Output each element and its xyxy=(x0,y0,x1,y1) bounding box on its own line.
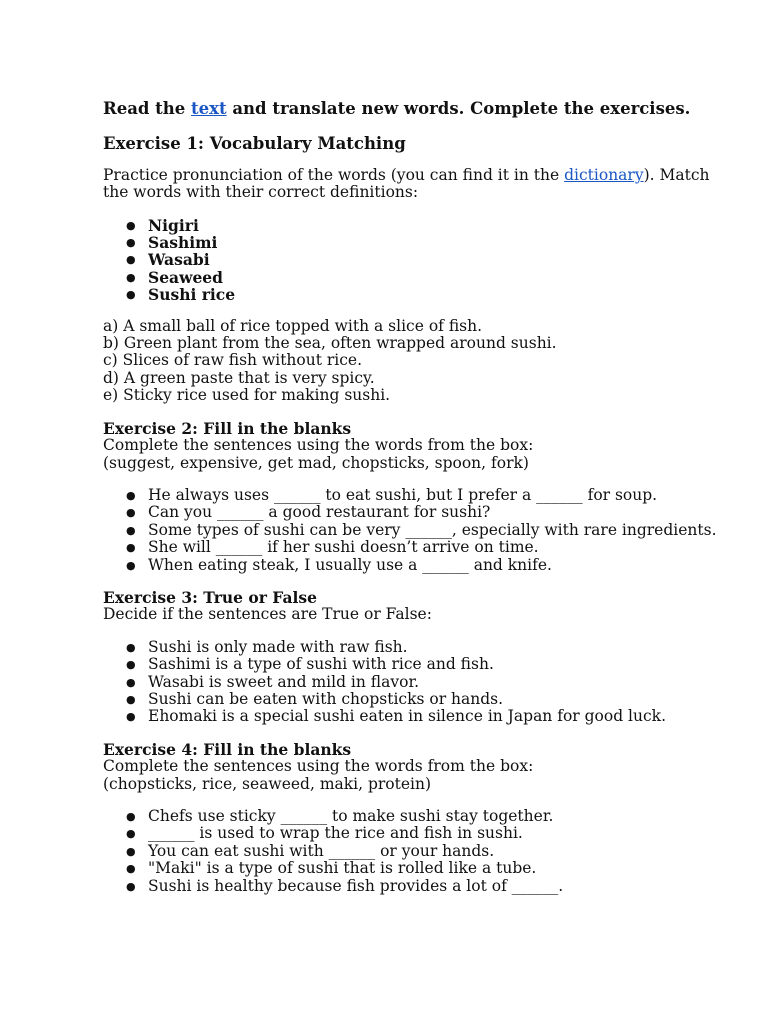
exercise2-item: ● She will ______ if her sushi doesn’t arrive on time. xyxy=(103,539,723,556)
text-link[interactable]: text xyxy=(191,99,227,118)
exercise3-instruction: Decide if the sentences are True or False: xyxy=(103,605,432,624)
exercise1-instruction-before: Practice pronunciation of the words (you can find it in the xyxy=(103,165,565,184)
exercise3-list xyxy=(103,639,723,726)
vocab-item: ● Sashimi xyxy=(103,234,723,251)
exercise2-heading: Exercise 2: Fill in the blanks xyxy=(103,418,352,438)
exercise4-item: ● You can eat sushi with ______ or your hands. xyxy=(103,843,723,860)
exercise3-item: ● Wasabi is sweet and mild in flavor. xyxy=(103,674,723,691)
exercise4-heading: Exercise 4: Fill in the blanks xyxy=(103,739,352,759)
exercise2-item: ● Can you ______ a good restaurant for sushi? xyxy=(103,504,723,521)
exercise4-item: ● ______ is used to wrap the rice and fish in sushi. xyxy=(103,825,723,842)
exercise4-item: ● Sushi is healthy because fish provides a lot of ______. xyxy=(103,878,723,895)
exercise3-heading: Exercise 3: True or False xyxy=(103,587,317,607)
exercise2-list xyxy=(103,487,723,574)
definition-item: b) Green plant from the sea, often wrapped around sushi. xyxy=(103,334,557,353)
vocab-item: ● Nigiri xyxy=(103,217,723,234)
exercise2-item: ● When eating steak, I usually use a ______ and knife. xyxy=(103,557,723,574)
exercise4-item: ● Chefs use sticky ______ to make sushi stay together. xyxy=(103,808,723,825)
definition-item: e) Sticky rice used for making sushi. xyxy=(103,386,391,405)
vocab-item: ● Wasabi xyxy=(103,251,723,268)
definitions-list xyxy=(103,318,723,405)
vocab-item: ● Sushi rice xyxy=(103,286,723,303)
exercise4-instruction: Complete the sentences using the words from the box: xyxy=(103,757,534,776)
intro-after: and translate new words. Complete the exercises. xyxy=(226,99,691,118)
exercise1-heading: Exercise 1: Vocabulary Matching xyxy=(103,134,406,154)
exercise2-item: ● Some types of sushi can be very ______, especially with rare ingredients. xyxy=(103,522,723,539)
exercise1-instruction-after: ). Match the words with their correct definitions: xyxy=(103,165,710,202)
exercise4-item: ● "Maki" is a type of sushi that is rolled like a tube. xyxy=(103,860,723,877)
exercise3-item: ● Ehomaki is a special sushi eaten in silence in Japan for good luck. xyxy=(103,708,723,725)
exercise2-word-box: (suggest, expensive, get mad, chopsticks, spoon, fork) xyxy=(103,453,529,472)
definition-item: a) A small ball of rice topped with a slice of fish. xyxy=(103,316,483,335)
intro-before: Read the xyxy=(103,99,192,118)
exercise3-item: ● Sushi can be eaten with chopsticks or hands. xyxy=(103,691,723,708)
dictionary-link[interactable]: dictionary xyxy=(564,165,644,184)
exercise2-instruction: Complete the sentences using the words from the box: xyxy=(103,436,534,455)
vocab-item: ● Seaweed xyxy=(103,269,723,286)
exercise4-word-box: (chopsticks, rice, seaweed, maki, protein) xyxy=(103,774,432,793)
exercise1-instruction xyxy=(103,167,723,202)
definition-item: c) Slices of raw fish without rice. xyxy=(103,351,363,370)
vocabulary-list xyxy=(103,217,723,304)
definition-item: d) A green paste that is very spicy. xyxy=(103,368,375,387)
exercise3-item: ● Sushi is only made with raw fish. xyxy=(103,639,723,656)
exercise3-item: ● Sashimi is a type of sushi with rice and fish. xyxy=(103,656,723,673)
page-title xyxy=(103,100,723,117)
exercise2-item: ● He always uses ______ to eat sushi, but I prefer a ______ for soup. xyxy=(103,487,723,504)
exercise4-list xyxy=(103,808,723,895)
document-page xyxy=(103,100,723,895)
